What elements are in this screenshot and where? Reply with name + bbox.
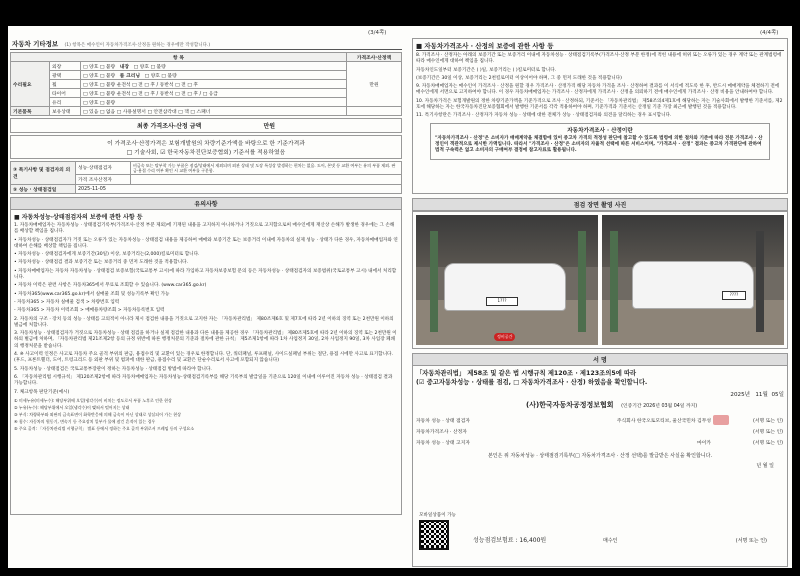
sign-band: 서 명 xyxy=(412,353,788,366)
notice-item: 1. 자동차매매업자는 자동차성능 · 상태점검기록부(가격조사·산정 부분 제외)에 기재된 내용을 고지하지 아니하거나 거짓으로 고지함으로써 매수인에게 재산상 손해가 발생한 경우에는 그 손해를 배상할 책임을 집니다. xyxy=(14,223,395,235)
insurance-fee: 성능점검보험료 : 16,400원 xyxy=(473,537,547,544)
other-info-title: 자동차 기타정보 xyxy=(12,40,59,48)
inspection-photos xyxy=(412,211,788,349)
col-price-header: 가격조사·산정액 xyxy=(347,53,402,62)
price-definition-text: "자동차가격조사 · 산정"은 소비자가 매매계약을 체결함에 있어 중고차 가격의 적정성 판단에 참고할 수 있도록 법령에 의한 절차와 기준에 따라 전문 가격조사 · 산정인이 객관적으로 제시한 가액입니다. 따라서 "가격조사 · 산정"은 소비자의 자율적 선택에 따른 서비스이며, "가격조사 · 산정" 결과는 중고차 가격판단에 관하여 법적 구속력은 없고 소비자의 구매여부 결정에 참고자료로 활용됩니다. xyxy=(435,135,763,154)
sign-box xyxy=(412,366,788,567)
special-notes-label: ③ 특기사항 및 점검자의 의견 xyxy=(11,162,76,185)
other-info-note: (1) 항목은 매수인이 자동차가격조사·산정을 원하는 경우에만 작성합니다.) xyxy=(64,43,211,48)
left-page-number: (3/4쪽) xyxy=(368,30,387,36)
row-options: □ 양호 □ 불량 운전석 □ 전 □ 후 / 동반석 □ 전 □ 후 / □ 응급 xyxy=(81,89,347,98)
basic-items-sub: 보유상태 xyxy=(50,107,81,116)
qr-code-icon[interactable] xyxy=(419,520,449,550)
confirm-date: 년 월 일 xyxy=(756,463,774,469)
signers-table xyxy=(416,414,784,448)
inspection-date-label: ⑤ 성능 · 상태점검일 xyxy=(11,185,76,194)
right-column xyxy=(412,38,788,567)
notice-item: - 자동차365 > 자동차 실매물 검색 > 차량번호 입력 xyxy=(14,299,120,305)
row-options: □ 양호 □ 불량 내장 □ 양호 □ 불량 xyxy=(81,62,347,71)
basic-items-label: 기본품목 xyxy=(11,107,50,116)
guarantee-item: 10. 자동차가격은 보험개발원의 정한 차량기준가액을 기준가격으로 조사 · 산정하되, 기준서는 「자동차관리법」 제58조의4제1호에 해당하는 자는 기술사회에서 발행한 기준서를, 제2호에 해당하는 자는 한국자동차진단보증협회에서 발행한 기준서를 각각 적용하여야 하며, 기준가격과 기준서는 산정일 기준 가장 최근에 발행된 것을 적용합니다. xyxy=(416,98,783,111)
law-line: 「자동차관리법」 제58조 및 같은 법 시행규칙 제120조 · 제123조의5에 따라 xyxy=(416,370,637,377)
row-options: □ 양호 □ 불량 룸 크리닝 □ 양호 □ 불량 xyxy=(81,71,347,80)
special-notes-table xyxy=(10,161,402,194)
rear-car-photo xyxy=(602,215,784,345)
guarantee-item: 9. 자동차매매업자는 매수인이 가격조사 · 산정을 원할 경우 가격조사 · 산정가격 해당 자동차 가격을 조사 · 산정하여 결과를 이 서식에 적도록 한 후, 반드시 매매계약을 체결하기 전에 매수인에게 서면으로 고지하여야 합니다. 이 경우 자동차매매업자는 가격조사 · 산정자에게 가격조사 · 산정을 의뢰하기 전에 매수인에게 가격조사 · 산정 비용을 안내하여야 합니다. xyxy=(416,84,780,96)
law-line2: (☑ 중고자동차성능 · 상태를 점검, □ 자동차가격조사 · 산정) 하였음을 확인합니다. xyxy=(416,379,648,386)
guarantee-item: (보증기간은 30일 이상, 보증거리는 2천킬로미터 이상이어야 하며, 그 중 먼저 도래한 것을 적용합니다) xyxy=(416,75,622,81)
photo-caption: 정비공간 xyxy=(494,333,515,341)
price-definition-title: 자동차가격조사 · 산정이란 xyxy=(567,127,633,134)
final-price-row xyxy=(10,118,402,133)
front-car-photo xyxy=(416,215,598,345)
row-name: 유리 xyxy=(50,98,81,107)
repair-price-unit: 만원 xyxy=(347,62,402,107)
basic-items-options: □ 있음 □ 없음 □ 사용설명서 □ 안전삼각대 □ 잭 □ 스패너 xyxy=(81,107,347,116)
final-price-unit: 만원 xyxy=(263,123,276,130)
qr-label: 모바일상품이 가능 xyxy=(419,513,456,518)
price-definition-box xyxy=(430,123,770,160)
notice-item: 5. 자동차성능 · 상태점검은 국토교통부장관이 정하는 자동차성능 · 상태점검 방법에 따라야 합니다. xyxy=(14,366,212,372)
col-item-header: 항 목 xyxy=(11,53,347,62)
notice-subitem: ③ 부식: 차량하부와 외판의 금속표면이 화학반응에 의해 금속이 아닌 상태로 상실되어 가는 현상 xyxy=(14,411,182,417)
notice-item: • 자동차성능 · 상태점검 결과 보증기간 또는 보증거리 중 먼저 도래한 것을 적용합니다. xyxy=(14,260,189,266)
notice-subitem: ④ 침수: 자동차의 원동기, 변속기 등 주요장치 일부가 물에 잠긴 흔적이 있는 경우 xyxy=(14,418,156,424)
guarantee-box xyxy=(412,38,788,194)
notice-item: • 자동차 이력은 관련 사항은 자동차365에서 무료로 조회할 수 있습니다. (www.car365.go.kr) xyxy=(14,283,207,289)
basis-line2: □ 기술사회, ☑ 한국자동차진단보증협회) 기준서를 적용하였음 xyxy=(126,150,286,156)
notice-subitem: ⑤ 주요 골격: 「자동차관리법 시행규칙」 별표 등에서 정하는 주요 골격 부위로서 프레임 등의 구성요소 xyxy=(14,425,195,431)
photo-band: 점검 장면 촬영 사진 xyxy=(412,198,788,211)
notice-item: 3. 자동차성능 · 상태점검자가 거짓으로 자동차성능 · 상태 점검을 하거나 실제 점검한 내용과 다른 내용을 제공한 경우 「자동차관리법」 제80조제5호에 따라 2년 이하의 징역 또는 2천만원 이하의 벌금에 처하며, 「자동차관리법 제21조제2항 등의 규정 위반에 따른 행정처분의 기준과 절차에 관한 규칙」 제5조제1항에 따라 1차 사업정지 30일, 2차 사업정지 90일, 3차 사업장 폐쇄의 행정처분을 받습니다. xyxy=(14,331,397,349)
final-price-label: 최종 가격조사·산정 금액 xyxy=(136,123,202,130)
notice-box xyxy=(10,210,402,515)
basis-line1: 이 가격조사·산정가격은 보험개발원의 차량기준가액을 바탕으로 한 기준가격과 xyxy=(107,141,305,147)
right-page-number: (4/4쪽) xyxy=(760,30,779,36)
guarantee-title: ■ 자동차가격조사 · 산정의 보증에 관한 사항 등 xyxy=(416,41,784,51)
inspection-date: 2025-11-05 xyxy=(76,185,402,194)
special-notes-pricer: 가격 조사산정자 xyxy=(76,174,131,184)
signer-row: 자동차 성능 · 상태 고지자 마이카 (서명 또는 인) xyxy=(416,441,783,446)
seal-stamp xyxy=(713,415,729,425)
left-column xyxy=(10,38,402,515)
confirm-text: 본인은 위 자동차성능 · 상태점검기록부(□ 자동차가격조사 · 산정 선택)를 발급받은 사실을 확인합니다. xyxy=(487,453,713,459)
buyer-signature: (서명 또는 인) xyxy=(735,538,767,544)
repair-label: 수리필요 xyxy=(11,62,50,107)
notice-subitem: ① 미세누유(미세누수): 해당부위에 오일(냉각수)이 비치는 정도로서 부품 노후로 인한 현상 xyxy=(14,397,172,403)
notice-item: 4. ※ 사고이력 인정은 사고로 자동차 주요 골격 부위의 판금, 용접수리 및 교환이 있는 경우로 한정합니다. 단, 쿼터패널, 루프패널, 사이드실패널 부위는 절단, 용접 시에만 사고로 표기합니다. (후드, 프론트휀더, 도어, 트렁크리드 등 외판 부위 및 범퍼에 대한 판금, 용접수리 및 교환은 단순수리로서 사고에 포함되지 않습니다) xyxy=(14,352,393,364)
qr-block xyxy=(419,512,456,550)
guarantee-item: 8. 가격조사 · 산정자는 아래의 보증기간 또는 보증거리 이내에 자동차성능 · 상태점검기록부(가격조사·산정 부분 한정)에 적힌 내용에 허위 또는 오류가 있는 경우 계약 또는 관계법령에 따라 매수인에게 대하여 책임을 집니다. xyxy=(416,53,782,65)
certification-valid: (인증기간 2026년 03월 04일 까지) xyxy=(621,404,698,409)
row-name: 타이어 xyxy=(50,89,81,98)
front-plate: 1??? xyxy=(486,297,518,306)
signer-row: 자동차 성능 · 상태 점검자 주식회사 한국오토모티브, 울산국민차 김무성 (서명 또는 인) xyxy=(416,414,784,426)
inspection-record-sheet xyxy=(8,26,792,568)
other-info-table xyxy=(10,52,402,116)
row-name: 휠 xyxy=(50,80,81,89)
association-name: (사)한국자동차공정정보협회 xyxy=(526,401,614,409)
notice-item: • 자동차성능 · 상태점검자가 거짓 또는 오류가 있는 자동차성능 · 상태점검 내용을 제공하여 매매와 보증기간 또는 보증거리 이내에 자동차의 실제 성능 · 상태가 다른 경우, 자동차매매업자와 연대하여 손해를 배상할 책임을 집니다. xyxy=(14,237,398,249)
notice-item: • 자동차매매업자는 자동차 자동차성능 · 상태점검 보증보험(국토교통부 고시)에 따라 가입하고 자동차보증보험 문의 등은 자동차성능 · 상태점검자의 보증범위(국토교통부 고시) 내에서 처리합니다. xyxy=(14,268,397,281)
row-name: 외장 xyxy=(50,62,81,71)
notice-item: • 자동차성능 · 상태점검자에게 보증기간(30일) 이상, 보증거리는(2,000)킬로미터로 합니다. xyxy=(14,252,200,258)
notice-title: ■ 자동차성능·상태점검자의 보증에 관한 사항 등 xyxy=(14,214,143,221)
signer-row: 자동차가격조사 · 산정자 (서명 또는 인) xyxy=(416,430,783,435)
sign-date: 2025년 11월 05일 xyxy=(730,392,784,398)
row-options: □ 양호 □ 불량 xyxy=(81,98,347,107)
notice-item: 7. 체크항목 판단기준(예시) xyxy=(14,389,70,395)
notice-band: 유의사항 xyxy=(10,197,402,210)
row-options: □ 양호 □ 불량 운전석 □ 전 □ 후 / 동반석 □ 전 □ 후 xyxy=(81,80,347,89)
notice-item: 6. 「자동차관리법 시행규칙」 제120조제2항에 따라 자동차매매업자는 자동차성능·상태점검기록부를 해당 기록부의 발급일을 기준으로 120일 이내에 이루어진 자동차 성능 · 상태점검 결과 가능합니다. xyxy=(14,374,393,387)
guarantee-item: 11. 특기사항란은 가격조사 · 산정자가 자동차 성능 · 상태에 대한 전체가 상능 · 상태점검자와 의견을 달리하는 경우 표시합니다. xyxy=(416,113,672,119)
association-row xyxy=(416,400,784,410)
notice-item: - 자동차365 > 자동차 이력조회 > 매매용차량조회 > 자동차등록번호 입력 xyxy=(14,308,165,314)
rear-plate: ???? xyxy=(722,291,746,300)
guarantee-item: 자동차인도일부터 보증기간은 ( )일, 보증거리는 ( )킬로미터로 합니다. xyxy=(416,67,557,73)
special-notes-inspector: 성능·상태점검자 xyxy=(76,162,131,175)
notice-subitem: ② 누유(누수): 해당부위에서 오일(냉각수)이 맺혀서 떨어지는 상태 xyxy=(14,404,130,410)
other-info-header xyxy=(10,38,402,50)
special-notes-text: 비금속 또는 탈부착 가능 부품은 점검/상태에서 제외되며 외관 상태 및 도장 특성상 발생하는 편차는 없음. 도어, 본넷 등 교환 여부는 유의 부품 제외. 판금·용접 수리 여부 확인 시 교환 여부를 구분함. xyxy=(131,162,402,175)
row-name: 광택 xyxy=(50,71,81,80)
buyer-label: 매수인 xyxy=(603,538,618,544)
notice-item: 2. 자동차의 구조 · 장치 등의 성능 · 상태를 고의적이 아니라 제시 점검한 내용을 거짓으로 고지한 자는 「자동차관리법」 제80조제6호 및 제7호에 따라 2년 이하의 징역 또는 2천만원 이하의 벌금에 처합니다. xyxy=(14,316,394,328)
price-basis-box xyxy=(10,135,402,159)
notice-item: • 자동차365(www.car365.go.kr)에서 실매물 조회 및 성능기록부 확인 가능 xyxy=(14,291,170,297)
